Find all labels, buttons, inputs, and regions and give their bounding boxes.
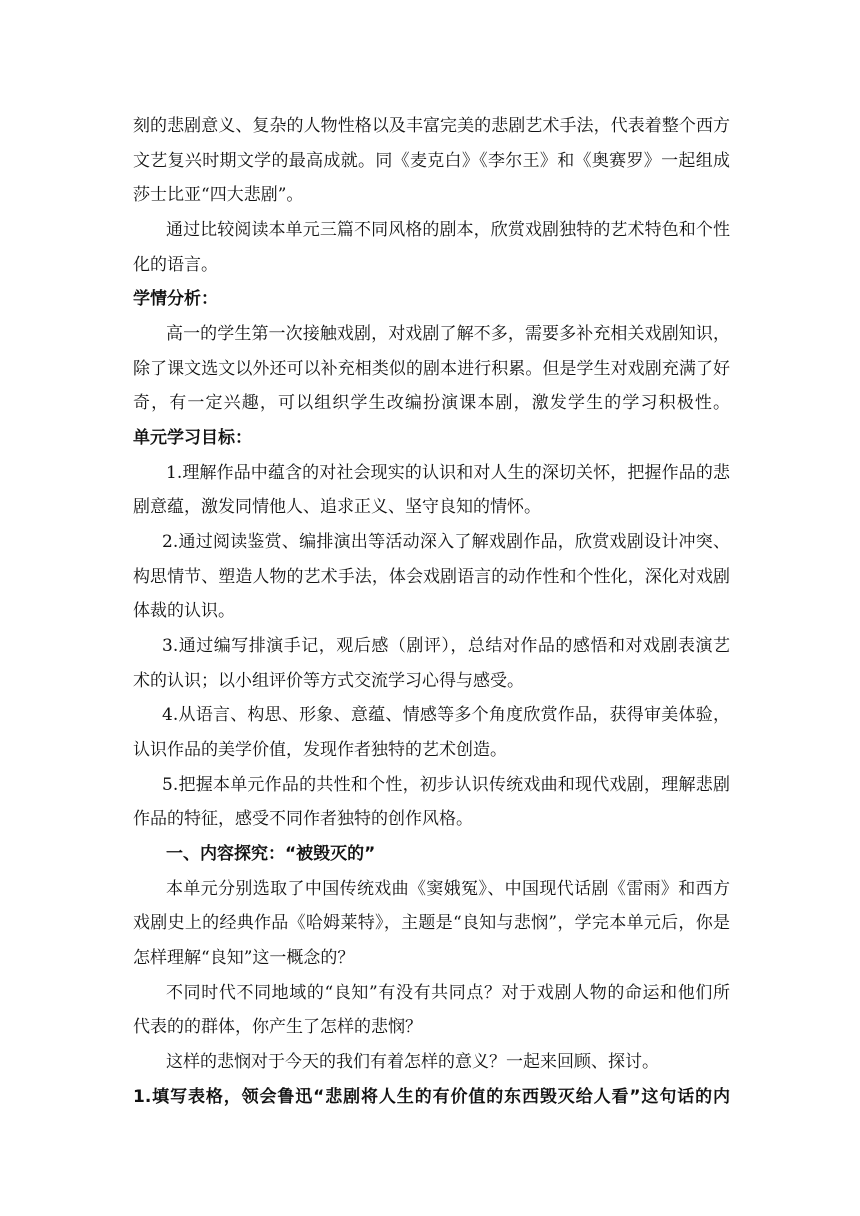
section-heading-content-inquiry: 一、内容探究：“被毁灭的” <box>166 844 376 864</box>
text-line: 1.理解作品中蕴含的对社会现实的认识和对人生的深切关怀，把握作品的悲 <box>166 463 730 483</box>
text-line: 不同时代不同地域的“良知”有没有共同点？对于戏剧人物的命运和他们所 <box>166 983 730 1003</box>
text-line: 2.通过阅读鉴赏、编排演出等活动深入了解戏剧作品，欣赏戏剧设计冲突、 <box>162 532 730 552</box>
text-line: 文艺复兴时期文学的最高成就。同《麦克白》《李尔王》和《奥赛罗》一起组成 <box>133 151 730 171</box>
text-line: 化的语言。 <box>133 255 218 275</box>
text-line: 剧意蕴，激发同情他人、追求正义、坚守良知的情怀。 <box>133 497 541 517</box>
task-heading: 1.填写表格，领会鲁迅“悲剧将人生的有价值的东西毁灭给人看”这句话的内 <box>133 1087 730 1107</box>
text-line: 认识作品的美学价值，发现作者独特的艺术创造。 <box>133 740 507 760</box>
text-line: 除了课文选文以外还可以补充相类似的剧本进行积累。但是学生对戏剧充满了好 <box>133 359 730 379</box>
section1-paragraph-3: 这样的悲悯对于今天的我们有着怎样的意义？一起来回顾、探讨。 <box>166 1052 659 1072</box>
text-line: 刻的悲剧意义、复杂的人物性格以及丰富完美的悲剧艺术手法，代表着整个西方 <box>133 116 730 136</box>
text-line: 戏剧史上的经典作品《哈姆莱特》，主题是“良知与悲悯”，学完本单元后，你是 <box>133 913 730 933</box>
text-line: 作品的特征，感受不同作者独特的创作风格。 <box>133 809 473 829</box>
text-line: 4.从语言、构思、形象、意蕴、情感等多个角度欣赏作品，获得审美体验， <box>162 705 730 725</box>
text-line: 体裁的认识。 <box>133 601 235 621</box>
text-line: 3.通过编写排演手记，观后感（剧评），总结对作品的感悟和对戏剧表演艺 <box>162 636 730 656</box>
text-line: 术的认识；以小组评价等方式交流学习心得与感受。 <box>133 671 524 691</box>
text-line: 通过比较阅读本单元三篇不同风格的剧本，欣赏戏剧独特的艺术特色和个性 <box>166 220 730 240</box>
text-line: 5.把握本单元作品的共性和个性，初步认识传统戏曲和现代戏剧，理解悲剧 <box>162 775 730 795</box>
text-line: 怎样理解“良知”这一概念的？ <box>133 948 355 968</box>
text-line: 代表的的群体，你产生了怎样的悲悯？ <box>133 1017 422 1037</box>
section-heading-learner-analysis: 学情分析： <box>133 289 218 309</box>
text-line: 高一的学生第一次接触戏剧，对戏剧了解不多，需要多补充相关戏剧知识， <box>166 324 730 344</box>
text-line: 奇，有一定兴趣，可以组织学生改编扮演课本剧，激发学生的学习积极性。 <box>133 393 730 413</box>
text-line: 莎士比亚“四大悲剧”。 <box>133 185 304 205</box>
text-line: 本单元分别选取了中国传统戏曲《窦娥冤》、中国现代话剧《雷雨》和西方 <box>166 879 730 899</box>
section-heading-unit-goals: 单元学习目标： <box>133 428 252 448</box>
text-line: 构思情节、塑造人物的艺术手法，体会戏剧语言的动作性和个性化，深化对戏剧 <box>133 567 730 587</box>
